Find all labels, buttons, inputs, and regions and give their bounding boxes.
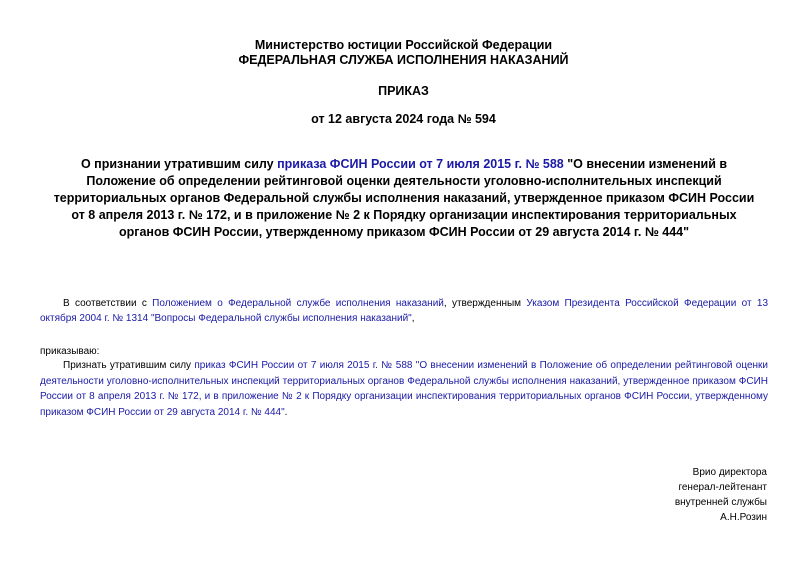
document-type: ПРИКАЗ [378,84,429,98]
signature-position: Врио директора [692,467,767,478]
document-title [52,156,756,241]
ministry-name: Министерство юстиции Российской Федерации [254,38,553,52]
order-item-paragraph [40,358,768,420]
basis-text-3: , [411,313,415,324]
signature-rank-2: внутренней службы [674,497,767,508]
signature-block [675,465,767,525]
basis-link-decree[interactable]: Указом Президента Российской Федерации от 13 октября 2004 г. № 1314 "Вопросы Федеральной службы исполнения наказаний" [40,298,769,324]
title-link[interactable]: приказа ФСИН России от 7 июля 2015 г. № 588 [277,157,564,171]
service-name: ФЕДЕРАЛЬНАЯ СЛУЖБА ИСПОЛНЕНИЯ НАКАЗАНИЙ [238,53,569,67]
item-link-order[interactable]: приказ ФСИН России от 7 июля 2015 г. № 588 "О внесении изменений в Положение об определении рейтинговой оценки деятельности уголовно-исполнительных инспекций территориальных органов Федеральной службы исполнения наказаний, утвержденное приказом ФСИН России от 8 апреля 2013 г. № 172, и в приложение № 2 к Порядку организации инспектирования территориальных органов ФСИН России, утвержденному приказом ФСИН России от 29 августа 2014 г. № 444" [40,360,768,418]
basis-text-1: В соответствии с [63,298,153,309]
document-date-number: от 12 августа 2024 года № 594 [311,112,496,126]
signature-rank-1: генерал-лейтенант [678,482,767,493]
basis-text-2: , утвержденным [443,298,527,309]
title-suffix: "О внесении изменений в Положение об определении рейтинговой оценки деятельности уголовно-исполнительных инспекций территориальных органов Федеральной службы исполнения наказаний, утвержденное приказом ФСИН России от 8 апреля 2013 г. № 172, и в приложение № 2 к Порядку организации инспектирования территориальных органов ФСИН России, утвержденному приказом ФСИН России от 29 августа 2014 г. № 444" [53,157,755,239]
orders-label: приказываю: [40,346,100,357]
basis-link-regulation[interactable]: Положением о Федеральной службе исполнения наказаний [152,298,444,309]
signature-name: А.Н.Розин [720,512,767,523]
item-text-2: . [284,406,288,418]
title-prefix: О признании утратившим силу [80,157,278,171]
basis-paragraph [40,296,768,326]
item-text-1: Признать утратившим силу [63,360,195,371]
